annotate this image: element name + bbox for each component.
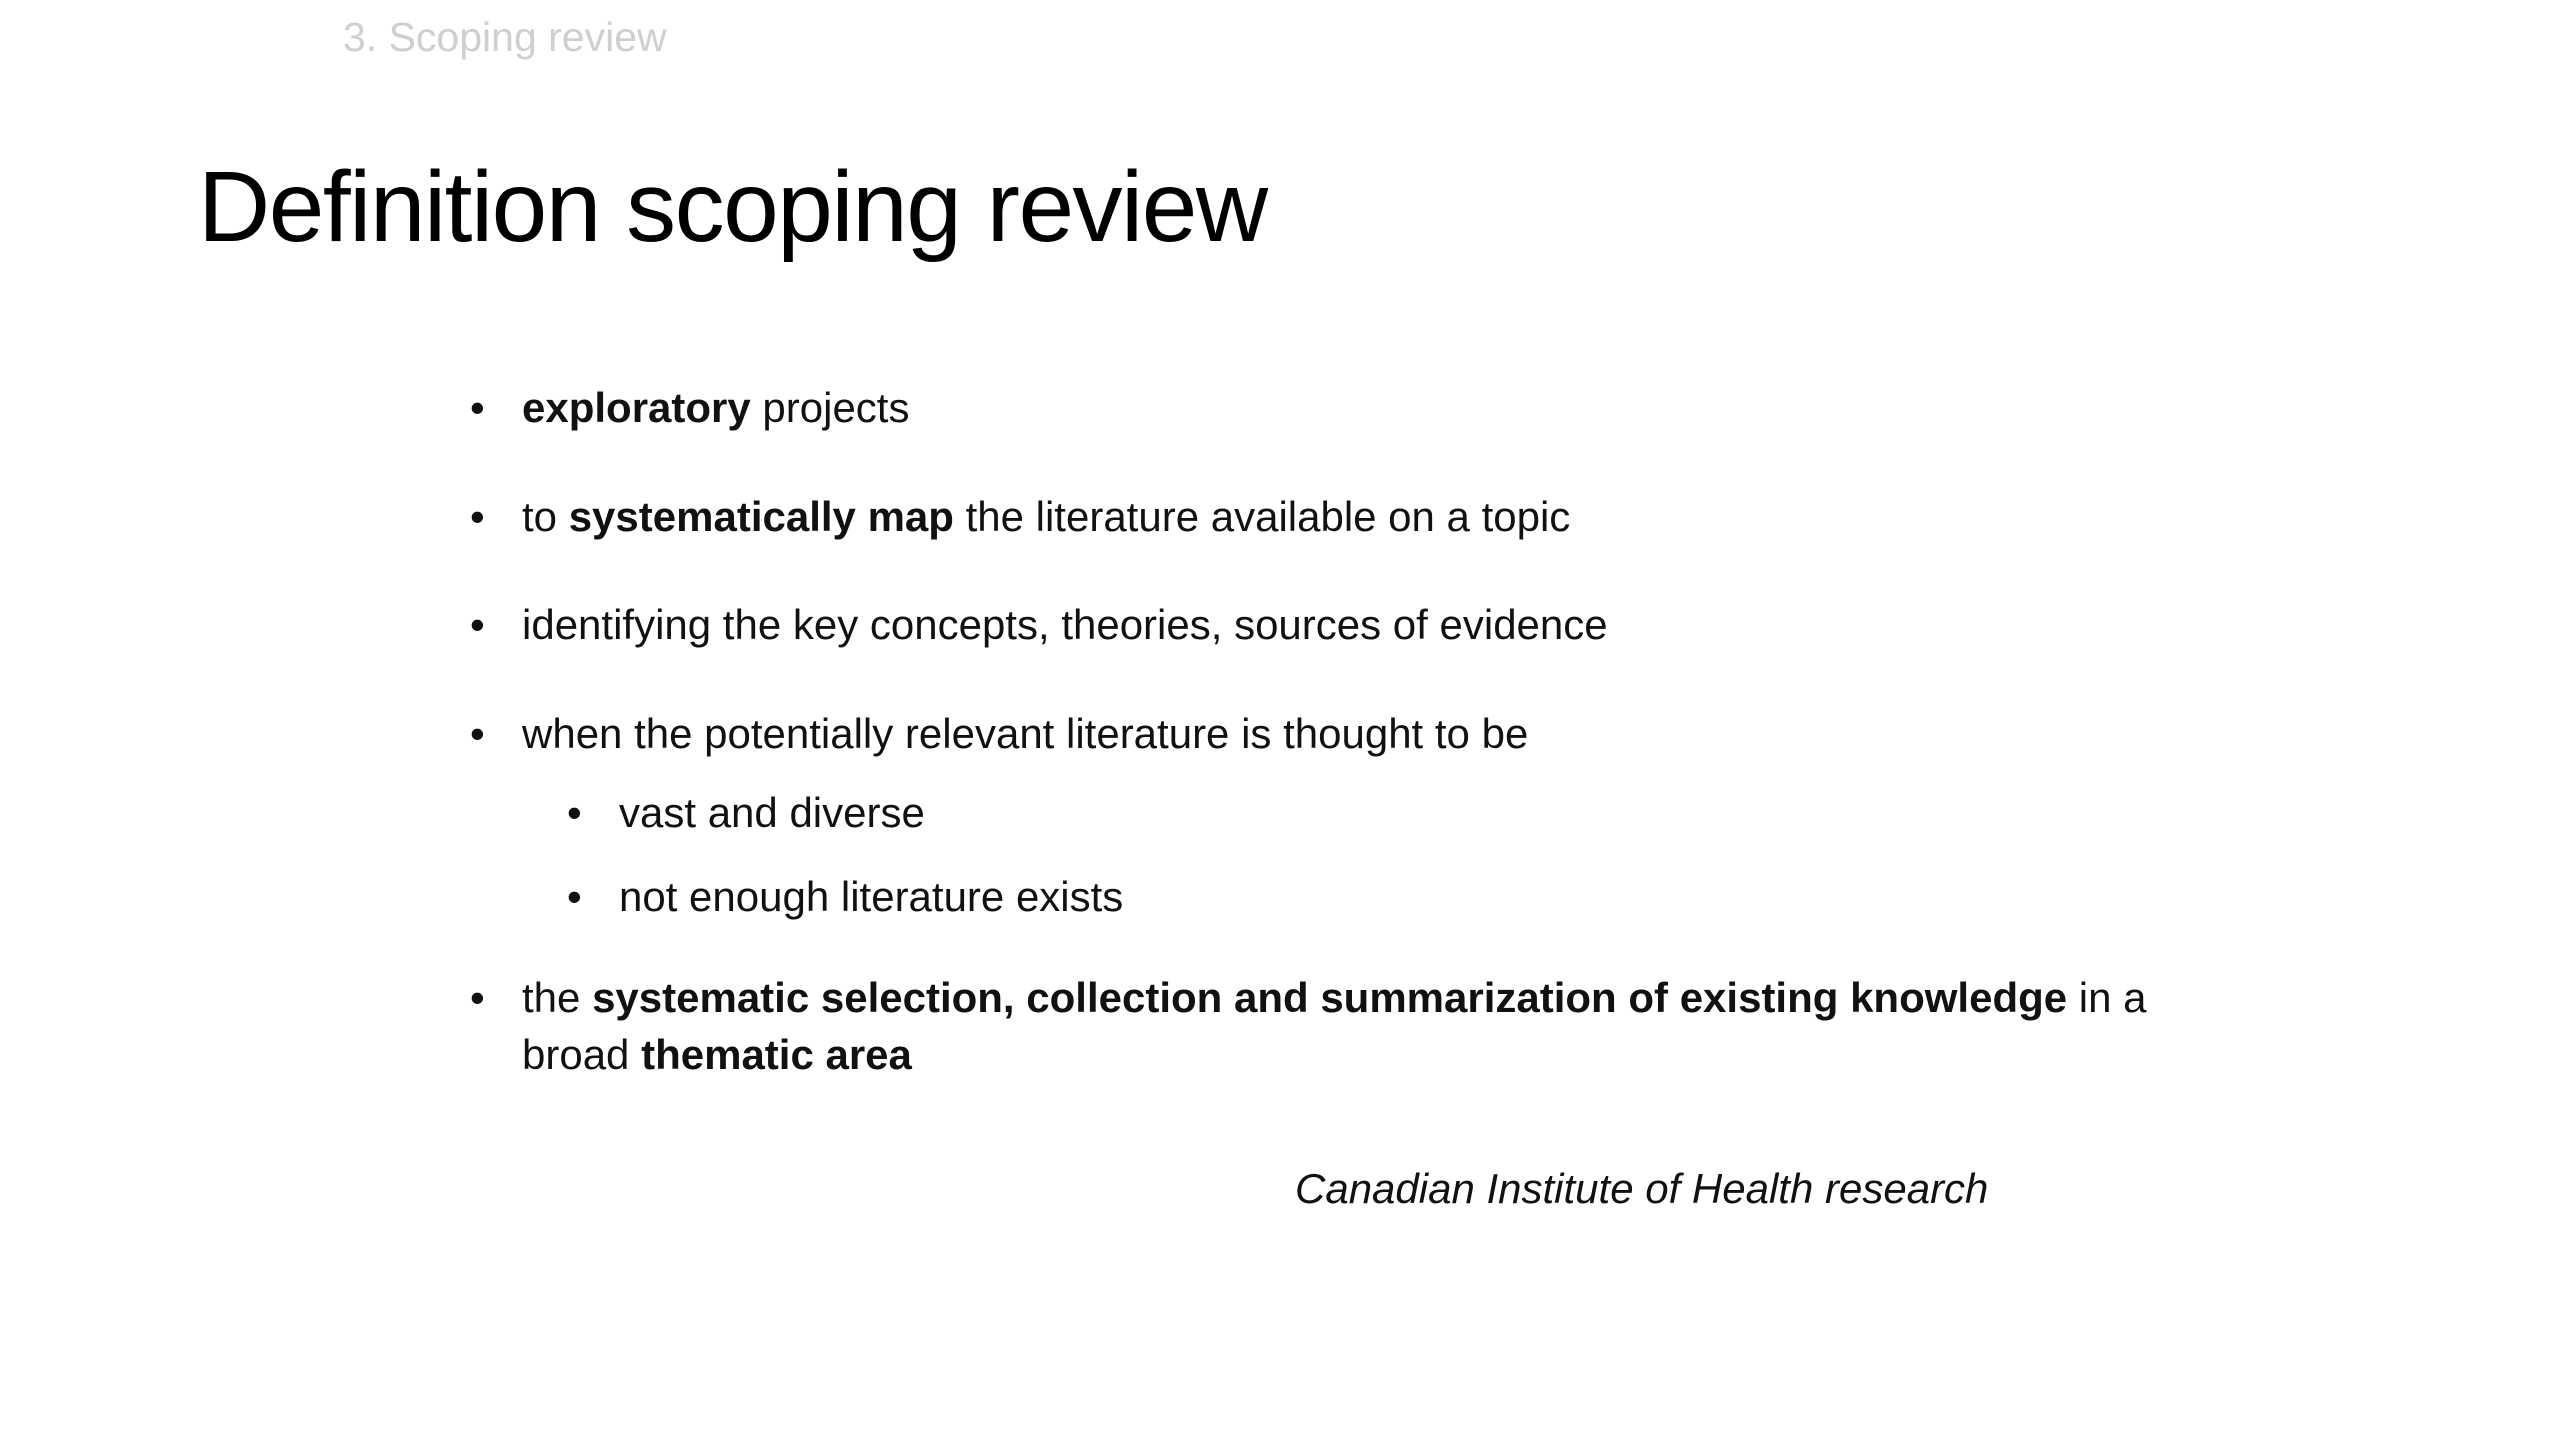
section-label: 3. Scoping review [343, 14, 667, 60]
bullet-item-key-concepts [470, 597, 2190, 654]
bullet-text: not enough literature exists [619, 873, 1124, 921]
bullet-text: vast and diverse [619, 788, 925, 836]
bullet-item-systematic-map [470, 489, 2190, 546]
sub-bullet-item-not-enough [567, 869, 2190, 926]
bullet-text: projects [750, 384, 910, 431]
bullet-dot-icon: • [470, 601, 485, 649]
bullet-dot-icon: • [470, 974, 485, 1022]
bullet-bold-text: systematically map [568, 492, 954, 540]
bullet-text: identifying the key concepts, theories, sources of evidence [522, 601, 1608, 649]
bullet-dot-icon: • [470, 492, 485, 540]
bullet-dot-icon: • [470, 710, 485, 758]
bullet-item-when-relevant [470, 706, 2190, 763]
bullet-dot-icon: • [567, 873, 582, 921]
bullet-bold-text: exploratory [522, 384, 751, 431]
bullet-text: the literature available on a topic [953, 492, 1571, 540]
bullet-item-systematic-selection [470, 970, 2190, 1083]
sub-bullet-item-vast [567, 785, 2190, 842]
bullet-bold-text: thematic area [641, 1030, 912, 1078]
slide-title: Definition scoping review [198, 151, 1267, 263]
bullet-bold-text: systematic selection, collection and summarization of existing knowledge [592, 974, 2068, 1022]
bullet-text: the [522, 974, 593, 1022]
bullet-text: when the potentially relevant literature is thought to be [522, 710, 1529, 758]
bullet-item-exploratory [470, 380, 2190, 437]
bullet-dot-icon: • [567, 788, 582, 836]
source-citation: Canadian Institute of Health research [1295, 1165, 1989, 1212]
bullet-text: to [522, 492, 569, 540]
bullet-dot-icon: • [470, 384, 485, 431]
bullet-text: in a broad [522, 974, 2147, 1078]
bullet-list [470, 380, 2190, 1136]
